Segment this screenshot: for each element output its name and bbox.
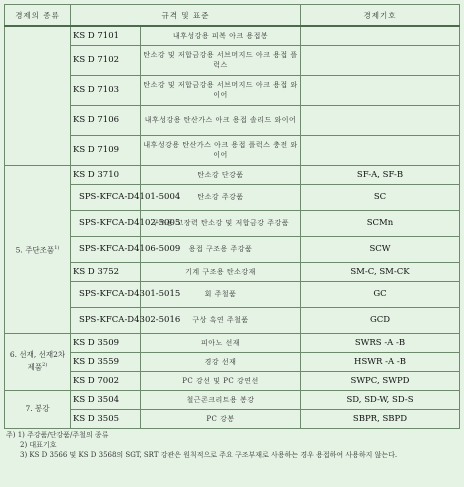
table-row: [5, 184, 460, 210]
standard-code: SPS-KFCA-D4302-5016: [71, 307, 141, 333]
standard-name: 내후성강용 탄산가스 아크 용접 솔리드 와이어: [141, 105, 301, 135]
standard-code: KS D 3559: [71, 352, 141, 371]
table-row: [5, 409, 460, 428]
standard-name: 피아노 선재: [141, 333, 301, 352]
group-cell: [5, 165, 71, 333]
standard-name: 탄소강 및 저합금강용 서브머지드 아크 용접 와이어: [141, 75, 301, 105]
standard-name: 구상 흑연 주철품: [141, 307, 301, 333]
steel-standards-table: [4, 4, 460, 429]
standard-name: 내후성강용 탄산가스 아크 용접 플럭스 충전 와이어: [141, 135, 301, 165]
material-symbol: GCD: [301, 307, 460, 333]
table-footnotes: [6, 430, 458, 460]
standard-name: PC 강봉: [141, 409, 301, 428]
standard-code: KS D 7106: [71, 105, 141, 135]
group-footnote-mark: 2): [42, 362, 48, 369]
standard-code: SPS-KFCA-D4301-5015: [71, 281, 141, 307]
table-row: [5, 45, 460, 75]
standard-name: 경강 선재: [141, 352, 301, 371]
standard-code: KS D 7103: [71, 75, 141, 105]
material-symbol: SC: [301, 184, 460, 210]
table-row: [5, 307, 460, 333]
standard-name: 내후성강용 피복 아크 용접봉: [141, 26, 301, 45]
material-symbol: SWPC, SWPD: [301, 371, 460, 390]
standard-name: 기계 구조용 탄소강재: [141, 262, 301, 281]
table-row: [5, 352, 460, 371]
table-row: [5, 262, 460, 281]
standard-code: KS D 7109: [71, 135, 141, 165]
table-row: [5, 26, 460, 45]
standard-name: PC 강선 및 PC 강연선: [141, 371, 301, 390]
material-symbol: SD, SD-W, SD-S: [301, 390, 460, 409]
standard-name: 탄소강 단강품: [141, 165, 301, 184]
material-symbol: [301, 135, 460, 165]
standard-name: 용접 구조용 주강품: [141, 236, 301, 262]
material-symbol: GC: [301, 281, 460, 307]
standard-code: KS D 7101: [71, 26, 141, 45]
standard-code: SPS-KFCA-D4106-5009: [71, 236, 141, 262]
table-row: [5, 135, 460, 165]
group-cell: [5, 26, 71, 165]
standard-code: KS D 3752: [71, 262, 141, 281]
material-symbol: SCW: [301, 236, 460, 262]
group-label: 5. 주단조품: [15, 245, 55, 255]
header-symbol: 경제기호: [301, 5, 460, 27]
standard-name: 탄소강 주강품: [141, 184, 301, 210]
group-cell: [5, 390, 71, 428]
material-symbol: SBPR, SBPD: [301, 409, 460, 428]
standard-code: SPS-KFCA-D4101-5004: [71, 184, 141, 210]
header-material-type: 경제의 종류: [5, 5, 71, 27]
material-symbol: SM-C, SM-CK: [301, 262, 460, 281]
material-symbol: [301, 45, 460, 75]
material-symbol: SCMn: [301, 210, 460, 236]
table-row: [5, 165, 460, 184]
group-label: 7. 봉강: [25, 404, 50, 413]
table-row: [5, 333, 460, 352]
footnote-1: 주) 1) 주강품/단강품/주철의 종류: [6, 431, 109, 439]
table-row: [5, 390, 460, 409]
standard-name: 구조용 고장력 탄소강 및 저합금강 주강품: [141, 210, 301, 236]
footnote-2: 2) 대표기호: [20, 441, 57, 449]
table-row: [5, 281, 460, 307]
standard-name: 철근콘크리트용 봉강: [141, 390, 301, 409]
material-symbol: [301, 105, 460, 135]
material-symbol: [301, 26, 460, 45]
standard-code: KS D 3710: [71, 165, 141, 184]
standard-code: SPS-KFCA-D4102-5005: [71, 210, 141, 236]
standard-name: 회 주철품: [141, 281, 301, 307]
material-symbol: SF-A, SF-B: [301, 165, 460, 184]
material-symbol: SWRS -A -B: [301, 333, 460, 352]
footnote-3: 3) KS D 3566 및 KS D 3568의 SGT, SRT 강관은 원칙적으로 주요 구조부재로 사용하는 경우 용접하여 사용하지 않는다.: [20, 451, 398, 459]
table-row: [5, 371, 460, 390]
group-cell: [5, 333, 71, 390]
table-header-row: [5, 5, 460, 27]
standard-name: 탄소강 및 저합금강용 서브머지드 아크 용접 플럭스: [141, 45, 301, 75]
standard-code: KS D 3504: [71, 390, 141, 409]
standard-code: KS D 3509: [71, 333, 141, 352]
material-symbol: HSWR -A -B: [301, 352, 460, 371]
header-standard: 규격 및 표준: [71, 5, 301, 27]
table-row: [5, 210, 460, 236]
material-symbol: [301, 75, 460, 105]
standard-code: KS D 7102: [71, 45, 141, 75]
standard-code: KS D 7002: [71, 371, 141, 390]
table-row: [5, 105, 460, 135]
table-row: [5, 236, 460, 262]
group-footnote-mark: 1): [54, 244, 60, 251]
table-row: [5, 75, 460, 105]
group-label: 6. 선재, 선재2차 제품: [9, 350, 66, 372]
standard-code: KS D 3505: [71, 409, 141, 428]
